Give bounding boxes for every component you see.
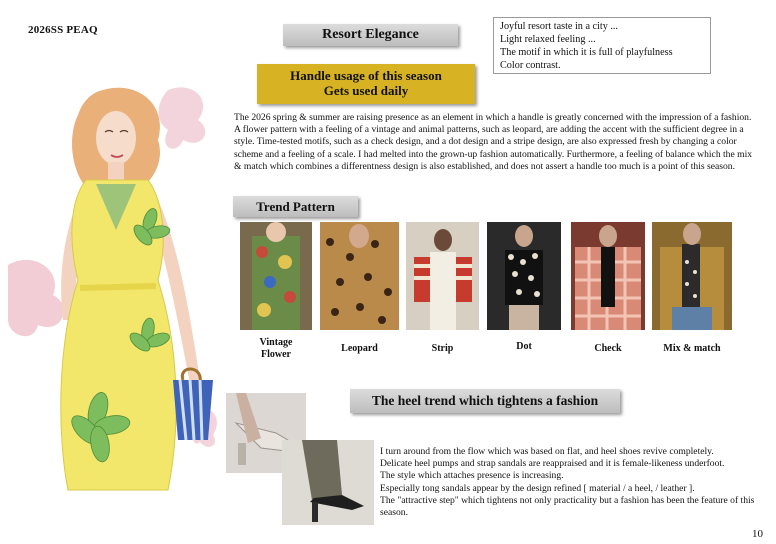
- page-number: 10: [752, 528, 763, 540]
- heel-trend-title: The heel trend which tightens a fashion: [350, 389, 620, 413]
- heel-line: The style which attaches presence is increasing.: [380, 470, 564, 482]
- check-photo: [571, 222, 645, 330]
- note-line: Joyful resort taste in a city ...: [500, 21, 618, 32]
- heel-photo-2: [282, 440, 374, 525]
- caption-mix-match: Mix & match: [663, 343, 721, 354]
- caption-leopard: Leopard: [341, 343, 378, 354]
- strip-photo: [406, 222, 479, 330]
- caption-dot: Dot: [516, 341, 532, 352]
- heel-line: The "attractive step" which tightens not only practicality but a fashion has been the feature of this season.: [380, 494, 755, 519]
- heel-paragraph: [380, 446, 765, 519]
- intro-paragraph: The 2026 spring & summer are raising presence as an element in which a handle is greatly concerned with the impression of a fashion. A flower pattern with a feeling of a vintage and animal patterns, such as leopard, are adding the accent with the sufficient degree in a style. Time-tested motifs, such as a check design, and a dot design and a stripe design, are also expressed fresh by changing a color scheme and a feeling of a scale. I had melted into the grown-up fashion automatically. Furthermore, a feeling of balance which the mix & match which combines a differentness design is also established, and does not assert a handle too much is a point of this season.: [234, 112, 753, 172]
- mix-match-photo: [652, 222, 732, 330]
- illustration-figure-icon: [8, 80, 230, 500]
- mix-match-image-icon: [652, 222, 732, 330]
- heel-line: Delicate heel pumps and strap sandals are reappraised and it is female-likeness underfoot.: [380, 458, 725, 470]
- caption-line: Vintage: [259, 337, 293, 348]
- caption-line: Flower: [261, 349, 291, 360]
- notes-box: [493, 17, 711, 74]
- tong-sandal-image-icon: [282, 440, 374, 525]
- handle-line-1: Handle usage of this season: [290, 68, 442, 83]
- note-line: Light relaxed feeling ...: [500, 34, 596, 45]
- brand-label: 2026SS PEAQ: [28, 24, 98, 36]
- heel-line: I turn around from the flow which was based on flat, and heel shoes revive completely.: [380, 446, 714, 457]
- fashion-illustration: [8, 80, 230, 500]
- leopard-photo: [320, 222, 399, 330]
- caption-check: Check: [594, 343, 622, 354]
- vintage-flower-photo: [240, 222, 312, 330]
- dot-photo: [487, 222, 561, 330]
- note-line: The motif in which it is full of playfulness: [500, 47, 673, 58]
- dot-image-icon: [487, 222, 561, 330]
- handle-usage-banner: [257, 64, 475, 104]
- note-line: Color contrast.: [500, 60, 561, 71]
- vintage-flower-image-icon: [240, 222, 312, 330]
- strip-image-icon: [406, 222, 479, 330]
- caption-vintage-flower: [240, 337, 312, 361]
- caption-strip: Strip: [431, 343, 454, 354]
- page-title: Resort Elegance: [283, 24, 458, 46]
- leopard-image-icon: [320, 222, 399, 330]
- heel-line: Especially tong sandals appear by the design refined [ material / a heel, / leather ].: [380, 482, 695, 494]
- trend-pattern-title: Trend Pattern: [233, 196, 358, 217]
- handle-line-2: Gets used daily: [323, 83, 409, 98]
- check-image-icon: [571, 222, 645, 330]
